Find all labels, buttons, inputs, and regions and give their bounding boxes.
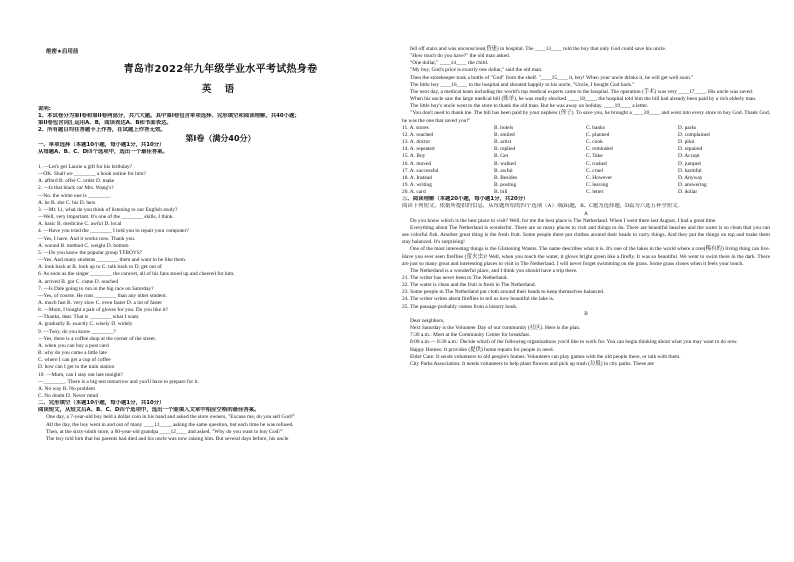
question-line: —________. There is a big test tomorrow and you'll have to prepare for it. [38,378,199,385]
cloze-option: 12. A. reached [402,131,434,138]
question-line: A. gradually B. exactly C. wisely D. widely [38,321,133,328]
cloze-option: D. Anyway [678,174,703,181]
passage-b-paragraph: Elder Care: It sends volunteers to old people's homes. Volunteers can play games with the old people there, or talk with them. [410,353,681,360]
question-line: A. look back at B. look up to C. talk back to D. get out of [38,264,162,271]
cloze-option: C. rushed [586,160,607,167]
cloze-option: D. dollar [678,189,698,196]
question-line: A. No way B. No problem [38,385,96,392]
section3-instruction: 阅读下列短文，依据所提供的信息，从每题所给的四个选项（A）项(B)题，B、C题为选择题，D篇为六选五补全短文。 [402,203,683,210]
cloze-option: 20. A. card [402,189,426,196]
cloze-option: 13. A. doctor [402,139,431,146]
cloze-paragraph: The boy told him that his parents had died and his uncle was now raising him. But several days before, his uncle [46,435,289,442]
question-line: A. arrived B. got C. came D. reached [38,278,119,285]
passage-a-paragraph: One of the most interesting things is the Glistening Waters. The name describes what it is. It's one of the lakes in the world where a rare(稀有的) living thing can live. Have you ever seen fireflies (萤火虫)? Well, when you touch the water, it glows bright green like a firefly. It was so beautiful. We went to swim there in the dark. There are just so many great and interesting places to visit in The Netherland. I will never forget swimming on the grass. Some grass closes when it feels your touch. [402,246,770,267]
passage-b-paragraph: 7:30 a.m.: Meet at the Community Center for breakfast. [410,332,531,339]
cloze-option: D. jumped [678,160,701,167]
cloze-option-row [402,175,770,182]
instructions-heading: 说明: [38,106,51,112]
cloze-option: B. Besides [494,174,518,181]
question-line: —Thanks, dear. That is ________ what I want. [38,314,140,321]
passage-a-paragraph: The Netherland is a wonderful place, and I think you should have a trip there. [410,267,578,274]
section2-heading: 二、完形填空（本题10小题，每小题1分，共10分） [38,400,165,407]
section1-instruction: 从每题A、B、C、D四个选项中，选出一个最佳答案。 [38,148,168,155]
cloze-option: B. artist [494,139,512,146]
cloze-option-row [402,146,770,153]
question-line: 4. —Have you tried the ________ I told you to repair your computer? [38,228,189,235]
question-line: A. basic B. medicine C. awful D. local [38,221,122,228]
cloze-option-row [402,182,770,189]
passage-a-label: A [584,210,588,217]
cloze-option: D. complained [678,131,710,138]
question-line: —Yes, of course. He runs ________ than any other student. [38,292,167,299]
cloze-option: C. leaving [586,181,609,188]
cloze-paragraph: "You don't need to thank me. The bill has been paid by your nephew (侄子). To save you, he brought a ____20____ and went into every store to buy God. Thank God, he was the one that saved you!" [402,110,770,124]
exam-subject: 英 语 [201,84,240,95]
cloze-option: C. banks [586,124,605,131]
question-line: 9. —Tony, do you know ________? [38,328,116,335]
cloze-option-row [402,125,770,132]
passage-b-paragraph: Happy Homes: It provides (提供) home repairs for people in need. [410,346,554,353]
question-line: D. how can I get to the train station [38,364,115,371]
cloze-option: B. posting [494,181,517,188]
cloze-option-row [402,153,770,160]
cloze-option: B. awful [494,167,513,174]
cloze-option: C. letter [586,189,604,196]
passage-b-label: B [584,310,588,317]
cloze-option: 15. A. Buy [402,153,426,160]
cloze-option-row [402,132,770,139]
cloze-paragraph: One day, a 7-year-old boy held a dollar coin in his hand and asked the store owners, "Excuse me, do you sell God?" [46,414,296,421]
cloze-option: B. walked [494,160,516,167]
section3-heading: 三、阅读理解（本题20小题，每小题1分，共20分） [402,196,529,203]
question-line: —OK. Shall we ________ a book online for him? [38,171,146,178]
question-line: 8. —Mom, I bought a pair of gloves for you. Do you like it? [38,307,168,314]
cloze-option-row [402,189,770,196]
question-line: 10. —Mum, can I stay out late tonight? [38,371,123,378]
question-line: —Yes. And many students ________ them and want to be like them. [38,257,187,264]
question-line: 6. As soon as the singer ________ the concert, all of his fans stood up and cheered for him. [38,271,235,278]
question-line: —No. the white one is ________. [38,192,111,199]
cloze-paragraph: fell off stairs and was unconscious(昏迷) in hospital. The ____13____ told the boy that only God could save his uncle. [410,46,667,52]
cloze-option: B. replied [494,146,516,153]
question-line: A. wound B. method C. weight D. bottom [38,242,129,249]
cloze-option: D. harmful [678,167,702,174]
question-line: 2. —Is that black car Mrs. Wang's? [38,185,114,192]
passage-a-paragraph: Everything about The Netherland is wonderful. There are so many places to visit and things to do. There are beautiful beaches and the water is so clean that you can see colorful fish. Another great thing is the fresh fruit. Some people there put clothes around their heads to carry things. And they put the things on top and make them stay balanced. It's surprising! [402,224,770,246]
cloze-option: 18. A. Instead [402,174,432,181]
cloze-option: C. However [586,174,613,181]
question-line: 1. —Let's get Laurie a gift for his birthday? [38,164,132,170]
cloze-option: C. planned [586,131,610,138]
cloze-paragraph: The little boy's uncle went to the store to thank the old man. But he was away on holiday. ____19____ a letter. [410,103,649,110]
cloze-option: 11. A. stores [402,124,429,131]
exam-title: 青岛市2022年九年级学业水平考试热身卷 [123,64,318,75]
question-line: B. why do you come a little late [38,350,107,357]
cloze-paragraph: Then, at the sixty-ninth store, a 60-year-old grandpa ____12____ and asked, "Why do you want to buy God?" [46,428,283,435]
part1-title: 第Ⅰ卷（满分40分） [185,133,256,143]
section1-heading: 一、单项选择（本题10小题，每小题1分，共10分） [38,141,165,148]
cloze-option: B. bill [494,189,508,196]
cloze-paragraph: When his uncle saw the large medical bill (账单), he was really shocked. ____18____, the hospital told him the bill had already been paid by a rich elderly man. [410,96,757,103]
passage-a-statement: 24. The writer writes about fireflies to tell us how beautiful the lake is. [402,296,555,303]
question-line: C. where I can get a cup of coffee [38,357,111,364]
question-line: 7. —Is Dale going to run in the big race on Saturday? [38,285,154,292]
passage-a-paragraph: Do you know which is the best place to visit? Well, for me the best place is The Netherland. When I went there last August, I had a great time. [410,217,717,224]
passage-b-paragraph: 8:00 a.m.— 8:30 a.m.: Decide which of the following organizations you'd like to work for. You can begin thinking about what you may want to do now. [410,339,738,346]
cloze-option-row [402,168,770,175]
instruction-item: 2、所有题目均在答题卡上作答，在试题上作答无效。 [38,127,166,134]
passage-b-paragraph: City Parks Association: It needs volunteers to help plant flowers and pick up trash (垃圾) in city parks. These are [410,360,654,367]
cloze-option-row [402,139,770,146]
cloze-option: B. smiled [494,131,515,138]
cloze-option: 17. A. successful [402,167,439,174]
passage-a-statement: 25. The passage probably comes from a history book. [402,303,518,310]
question-line: C. No doubt D. Never mind [38,393,99,399]
cloze-option: D. repaired [678,146,703,153]
cloze-option: C. cook [586,139,603,146]
question-line: A. when you can buy a post card [38,342,109,349]
cloze-paragraph: "My boy, God's price is exactly one dollar," said the old man. [410,67,543,74]
question-line: —Yes, I have. And it works now. Thank you. [38,235,136,242]
cloze-option: C. cruel [586,167,604,174]
question-line: —Well, very important. It's one of the ________ skills, I think. [38,214,174,221]
right-column [402,46,770,368]
cloze-option: C. reminded [586,146,613,153]
passage-a-statement: 23. Some people in The Netherland put cloth around their heads to keep themselves balanced. [402,289,605,296]
question-line: 5. —Do you know the popular group TFBOYS? [38,249,143,256]
question-line: A. afford B. offer C. order D. make [38,178,115,185]
passage-a-statement: 21. The writer has never been to The Netherland. [402,275,508,281]
question-line: A. much fast B. very slow C. even faster D. a lot of faster [38,299,163,306]
secret-mark: 绝密★启用前 [46,49,79,55]
question-line: —Yes, there is a coffee shop at the corner of the street. [38,335,157,342]
cloze-paragraph: The next day, a medical team including the world's top medical experts came to the hospital. The operation (手术) was very ____17____. His uncle was saved. [410,88,754,95]
passage-b-paragraph: Dear neighbors, [410,317,445,324]
instructions [38,106,403,156]
passage-a-statement: 22. The water is clean and the fruit is fresh in The Netherland. [402,282,536,289]
cloze-option: B. hotels [494,124,514,131]
passage-b-paragraph: Next Saturday is the Volunteer Day of our community (社区). Here is the plan. [410,325,581,332]
instruction-item: 1、本试卷分为第I卷和第II卷两部分，共六大题。其中第I卷包含单项选择、完形填空和阅读理解，共40小题； [38,113,300,120]
cloze-option: 19. A. writing [402,181,432,188]
cloze-option: D. Accept [678,153,700,160]
cloze-paragraph: Then the storekeeper took a bottle of "God" from the shelf. "____15____ it, boy! When your uncle drinks it, he will get well soon." [410,74,694,81]
cloze-paragraph: "How much do you have?" the old man asked. [410,53,511,60]
cloze-paragraph: "One dollar," ____14____ the child. [410,60,489,67]
cloze-option: B. Get [494,153,509,160]
cloze-option: 14. A. repeated [402,146,435,153]
cloze-option-row [402,161,770,168]
question-line: 3. —Mr. Li, what do you think of listening to our English study? [38,206,178,213]
section1-questions [38,164,403,443]
cloze-option: 16. A. moved [402,160,432,167]
question-line: A. he B. she C. his D. hers [38,199,96,206]
cloze-option: C. Take [586,153,603,160]
section2-instruction: 阅读短文，从短文后A、B、C、D四个选项中，选出一个能填入文章中相应空格的最佳答案。 [38,407,260,414]
instruction-item: 第II卷包含词汇运用A、B，阅读表达A、B和书面表达。 [38,120,172,127]
cloze-paragraph: All the day, the boy went in and out of many ____11____, asking the same question, but each time he was refused. [46,421,294,428]
cloze-option: D. parks [678,124,697,131]
cloze-paragraph: The little boy ____16____ to the hospital and shouted happily to his uncle, "Uncle, I bought God back." [410,81,635,88]
cloze-option: D. pilot [678,139,695,146]
cloze-option: D. answering [678,181,707,188]
